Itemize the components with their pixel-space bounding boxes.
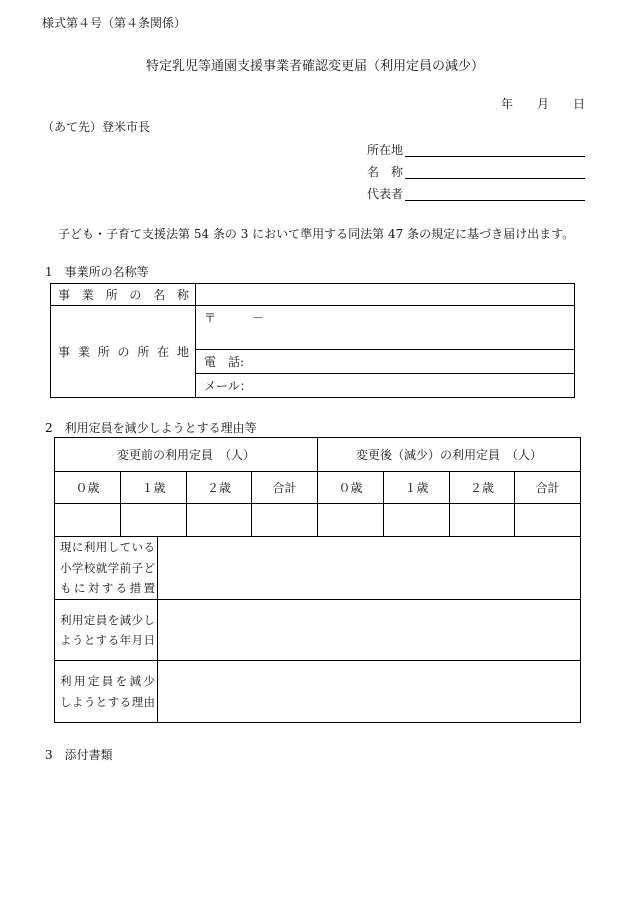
label-line: しようとする理由 — [60, 694, 155, 709]
applicant-representative-label: 代表者 — [367, 187, 404, 201]
facility-info-table — [50, 283, 575, 398]
intro-statement: 子ども・子育て支援法第 54 条の 3 において準用する同法第 47 条の規定に基づき届け出ます。 — [58, 227, 575, 241]
document-title: 特定乳児等通園支援事業者確認変更届（利用定員の減少） — [145, 59, 484, 74]
applicant-representative-row — [367, 187, 585, 201]
current-children-measures-row — [55, 537, 581, 600]
applicant-address-blank — [405, 143, 585, 157]
capacity-table — [54, 437, 581, 537]
facility-postal-row — [51, 306, 575, 350]
after-age2-value-cell — [450, 504, 515, 537]
applicant-representative-blank — [405, 187, 585, 201]
facility-address-label: 事 業 所 の 所 在 地 — [58, 344, 189, 359]
applicant-name-row — [367, 165, 585, 179]
before-age2-value-cell — [187, 504, 252, 537]
addressee: （あて先）登米市長 — [42, 120, 151, 134]
after-age0-header: ０歳 — [318, 472, 384, 504]
reduction-reason-row — [55, 661, 581, 723]
date-line: 年 月 日 — [500, 97, 585, 111]
reduction-reason-label-cell — [55, 661, 158, 723]
applicant-address-row — [367, 143, 585, 157]
facility-phone-cell: 電 話: — [196, 350, 575, 374]
facility-name-label-cell — [51, 284, 196, 306]
reason-table — [54, 536, 581, 723]
section2-heading: 2 利用定員を減少しようとする理由等 — [45, 421, 257, 435]
before-total-value-cell — [252, 504, 318, 537]
before-age1-header: １歳 — [121, 472, 187, 504]
label-line: 利用定員を減少 — [60, 674, 155, 688]
after-age2-header: ２歳 — [450, 472, 515, 504]
facility-name-row — [51, 284, 575, 306]
after-age1-value-cell — [384, 504, 450, 537]
after-capacity-header: 変更後（減少）の利用定員 （人） — [318, 438, 581, 472]
facility-address-label-cell — [51, 306, 196, 398]
current-children-measures-value-cell — [158, 537, 581, 600]
facility-email-cell: メール： — [196, 374, 575, 398]
age-header-row — [55, 472, 581, 504]
after-age1-header: １歳 — [384, 472, 450, 504]
label-line: 小学校就学前子ど — [60, 560, 155, 575]
before-age0-header: ０歳 — [55, 472, 121, 504]
reduction-date-row — [55, 600, 581, 661]
label-line: 利用定員を減少し — [60, 612, 155, 627]
before-total-header: 合計 — [252, 472, 318, 504]
before-capacity-header: 変更前の利用定員 （人） — [55, 438, 318, 472]
reduction-date-label-cell — [55, 600, 158, 661]
label-line: 現に利用している — [60, 540, 155, 555]
form-number: 様式第４号（第４条関係） — [42, 16, 187, 30]
after-total-value-cell — [515, 504, 581, 537]
capacity-value-row — [55, 504, 581, 537]
reduction-reason-value-cell — [158, 661, 581, 723]
after-total-header: 合計 — [515, 472, 581, 504]
label-line: ようとする年月日 — [60, 633, 155, 647]
section1-heading: 1 事業所の名称等 — [45, 265, 149, 279]
before-age2-header: ２歳 — [187, 472, 252, 504]
current-children-measures-label-cell — [55, 537, 158, 600]
applicant-address-label: 所在地 — [367, 143, 404, 157]
after-age0-value-cell — [318, 504, 384, 537]
facility-name-value-cell — [196, 284, 575, 306]
before-age1-value-cell — [121, 504, 187, 537]
label-line: もに対する措置 — [60, 581, 155, 596]
section3-heading: 3 添付書類 — [45, 748, 113, 762]
facility-postal-cell: 〒 － — [196, 306, 575, 350]
applicant-name-blank — [405, 165, 585, 179]
capacity-group-header-row — [55, 438, 581, 472]
applicant-name-label: 名 称 — [367, 165, 404, 179]
facility-name-label: 事 業 所 の 名 称 — [58, 287, 189, 302]
before-age0-value-cell — [55, 504, 121, 537]
reduction-date-value-cell — [158, 600, 581, 661]
